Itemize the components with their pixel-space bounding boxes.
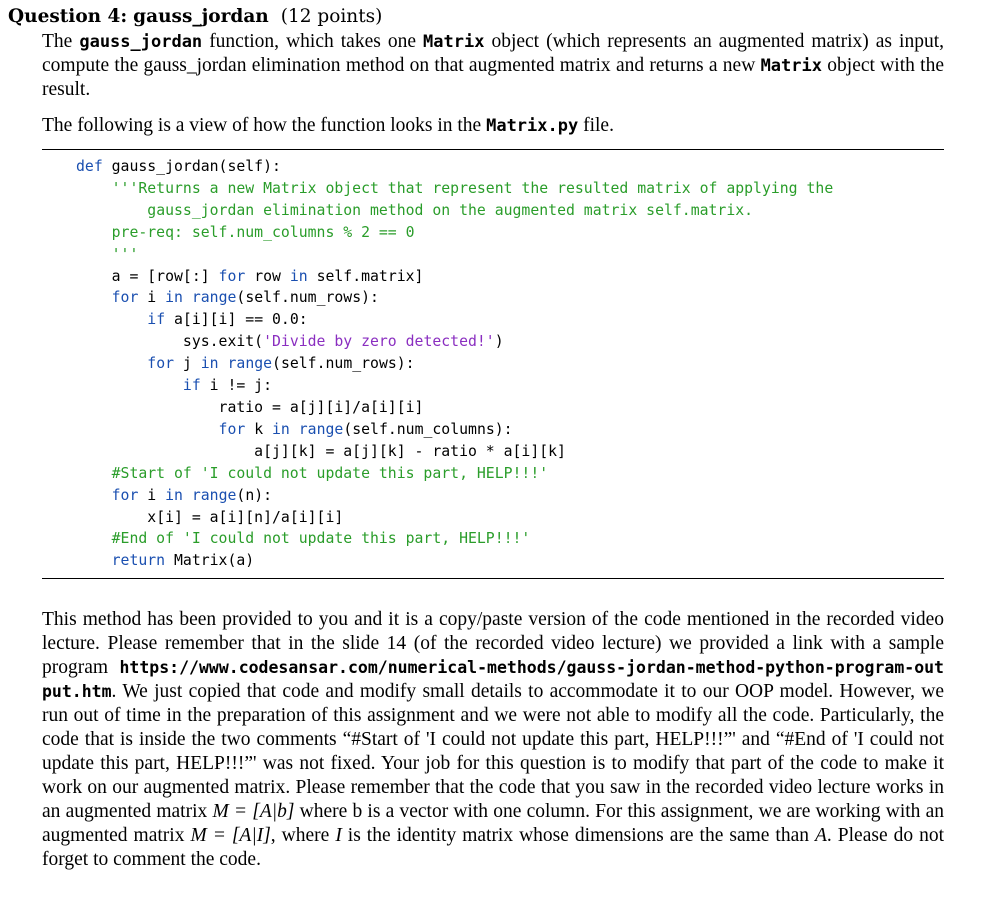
code-docstring: '''Returns a new Matrix object that represent the resulted matrix of applying the	[111, 179, 834, 197]
code-text: (n):	[236, 486, 273, 504]
code-text: ratio = a[j][i]/a[i][i]	[218, 398, 424, 416]
intro-text: function, which takes one	[202, 31, 424, 52]
inline-code: Matrix	[760, 56, 822, 76]
code-text: i	[138, 289, 166, 307]
intro-text: The	[42, 31, 80, 52]
code-text: sys.exit(	[182, 333, 264, 351]
paragraph-text: , where	[270, 825, 336, 846]
code-keyword: for	[218, 420, 246, 438]
code-text: row	[245, 267, 290, 285]
code-text: gauss_jordan(self):	[102, 158, 281, 175]
inline-code: Matrix	[423, 32, 485, 52]
question-number: Question 4:	[8, 6, 128, 27]
instructions-paragraph	[42, 608, 944, 872]
code-text: )	[494, 333, 504, 351]
code-keyword: for	[147, 355, 175, 373]
code-builtin: range	[191, 486, 237, 504]
paragraph-text: . We just copied that code and modify small details to accommodate it to our OOP model. However, we run out of time in the preparation of this assignment and we were not able to modify all the code. Particularly, the code that is inside the two comments “#Start of 'I could not update this part, HELP!!!”' and “#End of 'I could not update this part, HELP!!!”' was not fixed. Your job for this question is to modify that part of the code to make it work on our augmented matrix. Please remember that the code that you saw in the recorded video lecture works in an augmented matrix	[42, 681, 944, 822]
math-expression: M = [A|I]	[190, 825, 271, 846]
code-keyword: in	[289, 267, 308, 285]
code-docstring: gauss_jordan elimination method on the augmented matrix self.matrix.	[147, 201, 754, 219]
code-text	[290, 421, 299, 438]
code-keyword: if	[182, 377, 201, 395]
code-comment: #Start of 'I could not update this part, HELP!!!'	[111, 464, 549, 482]
code-bottom-rule	[42, 578, 944, 579]
inline-code: gauss_jordan	[79, 32, 203, 52]
code-docstring: pre-req: self.num_columns % 2 == 0	[111, 223, 415, 241]
question-points: (12 points)	[280, 6, 383, 27]
code-keyword: in	[165, 289, 183, 307]
code-string: 'Divide by zero detected!'	[263, 333, 495, 351]
paragraph-text: file.	[578, 115, 614, 136]
code-text: a[j][k] = a[j][k] - ratio * a[i][k]	[254, 442, 566, 460]
question-heading	[8, 4, 382, 30]
code-text: i != j:	[200, 377, 273, 395]
paragraph-text: . Please do not forget to comment the code.	[42, 825, 945, 870]
code-intro-paragraph	[42, 114, 944, 138]
code-builtin: range	[227, 355, 273, 373]
code-text: x[i] = a[i][n]/a[i][i]	[147, 508, 344, 526]
intro-text: object (which represents an augmented matrix) as input, compute the gauss_jordan elimination method on that augmented matrix and returns a new	[42, 31, 944, 76]
code-text: Matrix(a)	[165, 552, 255, 570]
code-keyword: if	[147, 311, 166, 329]
math-expression: M = [A|b]	[212, 801, 295, 822]
code-keyword: for	[111, 289, 139, 307]
code-text: j	[174, 355, 201, 373]
code-text: k	[245, 420, 273, 438]
paragraph-text: The following is a view of how the function looks in the	[42, 115, 487, 136]
code-keyword: for	[111, 486, 139, 504]
code-text	[183, 487, 192, 504]
code-text	[219, 355, 228, 372]
code-text: (self.num_rows):	[236, 289, 379, 307]
code-listing	[76, 156, 833, 572]
paragraph-text: This method has been provided to you and it is a copy/paste version of the code mentioned in the recorded video lecture. Please remember that in the slide 14 (of the recorded video lecture) we provided a link with a sample program	[42, 609, 944, 678]
code-builtin: range	[191, 289, 237, 307]
code-comment: #End of 'I could not update this part, HELP!!!'	[111, 530, 531, 548]
code-builtin: range	[298, 420, 344, 438]
code-keyword: in	[165, 486, 183, 504]
code-keyword: in	[200, 355, 219, 373]
code-text: (self.num_columns):	[343, 420, 513, 438]
inline-code: Matrix.py	[486, 116, 579, 136]
code-keyword: return	[111, 552, 166, 570]
code-docstring: '''	[111, 245, 139, 263]
code-text: (self.num_rows):	[272, 355, 415, 373]
paragraph-text: is the identity matrix whose dimensions are the same than	[341, 825, 815, 846]
code-text: i	[138, 486, 166, 504]
code-text: a[i][i] == 0.0:	[165, 311, 308, 329]
paragraph-text: where b is a vector with one column. For this assignment, we are working with an augmented matrix	[42, 801, 945, 846]
code-text	[183, 289, 192, 306]
math-expression: I	[335, 825, 342, 846]
code-text: self.matrix]	[307, 267, 424, 285]
code-keyword: in	[272, 420, 290, 438]
code-top-rule	[42, 149, 944, 150]
math-expression: A	[815, 825, 827, 846]
question-function-name: gauss_jordan	[133, 6, 269, 27]
code-text: a = [row[:]	[111, 267, 219, 285]
code-keyword: for	[218, 267, 246, 285]
intro-text: object with the result.	[42, 55, 944, 100]
sample-program-link[interactable]: https://www.codesansar.com/numerical-methods/gauss-jordan-method-python-program-output.htm	[42, 658, 944, 701]
intro-paragraph	[42, 30, 944, 102]
code-keyword: def	[76, 158, 103, 175]
